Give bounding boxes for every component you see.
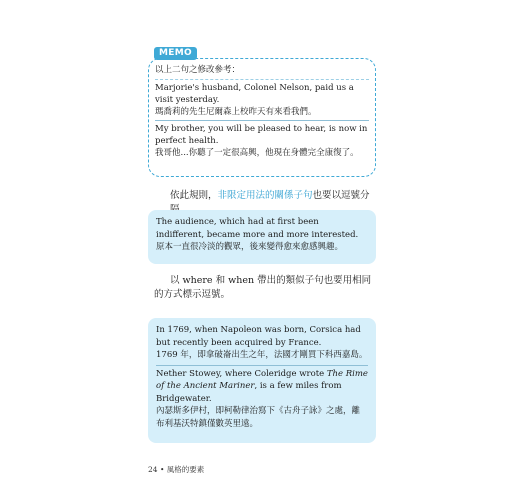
coleridge-text-b: , is a few miles from Bridgewater. [156, 381, 342, 404]
example-coleridge-english [156, 368, 368, 406]
example-rule [156, 365, 368, 366]
coleridge-text-a: Nether Stowey, where Coleridge wrote [156, 368, 327, 379]
memo-example-2-english: My brother, you will be pleased to hear, is now in perfect health. [155, 124, 368, 146]
page-footer [148, 464, 204, 475]
memo-box [148, 58, 376, 177]
example-coleridge-chinese: 內瑟斯多伊村，即柯勒律治寫下《古舟子詠》之處，離布利基沃特鎮僅數英里遠。 [156, 406, 361, 429]
memo-divider [155, 79, 369, 80]
memo-rule [155, 120, 369, 121]
memo-example-1-chinese: 瑪喬莉的先生尼爾森上校昨天有來看我們。 [155, 107, 317, 117]
example-napoleon-english: In 1769, when Napoleon was born, Corsica had but recently been acquired by France. [156, 325, 361, 348]
page-number: 24 [148, 465, 158, 474]
memo-example-1-english: Marjorie's husband, Colonel Nelson, paid us a visit yesterday. [155, 83, 354, 105]
paragraph-where-when: 以 where 和 when 帶出的類似子句也要用相同的方式標示逗號。 [154, 275, 372, 300]
memo-tag: MEMO [154, 47, 197, 60]
example-audience-chinese: 原本一直很冷淡的觀眾，後來變得愈來愈感興趣。 [156, 242, 344, 252]
highlighted-term: 非限定用法的關係子句 [217, 190, 313, 201]
poem-title: The Rime of the Ancient Mariner [156, 368, 368, 391]
paragraph-text-after: 也要以逗號分 [312, 190, 370, 201]
example-napoleon-chinese: 1769 年，即拿破崙出生之年，法國才剛買下科西嘉島。 [156, 350, 368, 360]
paragraph-text-before: 依此規則， [170, 190, 218, 201]
example-box-audience [148, 210, 376, 264]
example-box-where-when [148, 318, 376, 443]
memo-example-2-chinese: 我哥他...你聽了一定很高興，他現在身體完全康復了。 [155, 148, 359, 158]
memo-intro: 以上二句之修改參考： [155, 65, 241, 75]
footer-bullet: • [159, 465, 165, 474]
book-title: 風格的要素 [166, 465, 205, 474]
example-audience-english: The audience, which had at first been indifferent, became more and more interested. [156, 217, 359, 240]
